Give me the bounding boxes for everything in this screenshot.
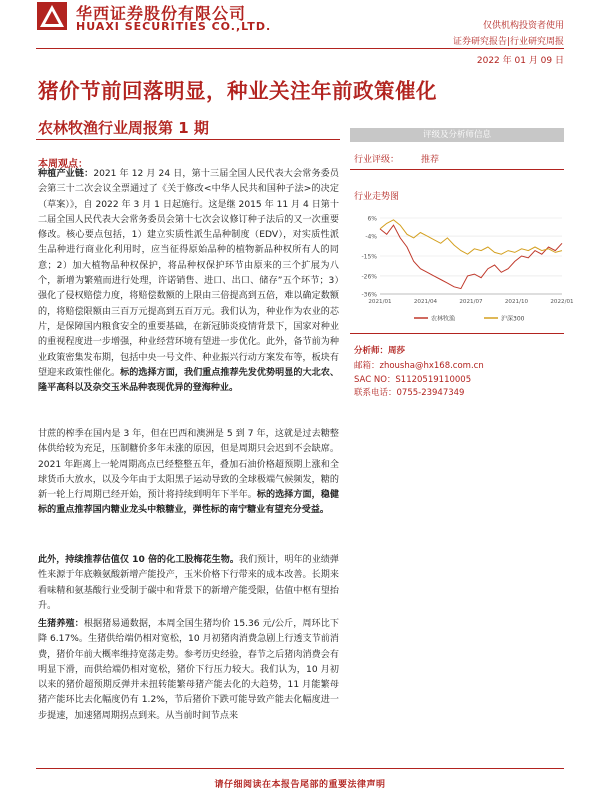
subtitle-divider: [36, 139, 340, 140]
huaxi-logo-icon: [37, 2, 67, 30]
report-title: 猪价节前回落明显，种业关注年前政策催化: [38, 79, 437, 103]
chart-y-tick-label: 6%: [367, 215, 377, 223]
trend-chart-title: 行业走势图: [354, 192, 400, 202]
paragraph-meihua: [38, 553, 339, 614]
sidebar-header: 评级及分析师信息: [350, 128, 564, 142]
industry-trend-chart: [354, 210, 574, 328]
header-divider: [36, 48, 564, 49]
chart-legend-label: 沪深300: [501, 315, 525, 323]
chart-series-line: [380, 220, 562, 254]
audience-note: 仅供机构投资者使用: [482, 21, 564, 31]
chart-y-tick-label: -4%: [365, 233, 377, 241]
analyst-email[interactable]: 邮箱：zhousha@hx168.com.cn: [354, 361, 484, 371]
footer-divider: [36, 768, 564, 769]
paragraph-planting: [38, 167, 339, 396]
legal-notice: 请仔细阅读在本报告尾部的重要法律声明: [214, 780, 386, 790]
section-heading: 本周观点：: [38, 159, 88, 170]
chart-x-tick-label: 2022/01: [550, 299, 574, 305]
report-date: 2022 年 01 月 09 日: [476, 56, 564, 66]
paragraph-highlight: 标的选择方面，我们重点推荐先发优势明显的大北农、隆平高科以及杂交玉米品种表现优异的登海种业。: [38, 367, 339, 394]
paragraph-highlight: 标的选择方面，稳健标的重点推荐国内糖业龙头中粮糖业，弹性标的南宁糖业有望充分受益。: [38, 490, 339, 516]
report-subtitle: 农林牧渔行业周报第 1 期: [38, 119, 209, 137]
rating-value: 推荐: [421, 155, 440, 165]
report-type: 证券研究报告|行业研究周报: [452, 37, 564, 47]
chart-x-tick-label: 2021/01: [368, 299, 392, 305]
chart-legend-label: 农林牧渔: [431, 315, 456, 323]
paragraph-sugar: [38, 427, 339, 519]
sidebar-divider: [350, 169, 564, 170]
industry-rating: [354, 152, 439, 165]
paragraph-text: 甘蔗的榨季在国内是 3 年，但在巴西和澳洲是 5 到 7 年，这就是过去糖整体供给较为充足，压制糖价多年未涨的原因，但是周期只会迟到不会缺席。2021 年距离上一轮周期高点已经整整五年，叠加石油价格超预期上涨和全球货币大放水，以及今年由于太阳黑子运动导致的全球极端气候频发，糖的新一轮上行周期已经开始，预计将持续到明年下半年。: [38, 429, 339, 501]
paragraph-lead: 此外，持续推荐估值仅 10 倍的化工股梅花生物。: [38, 555, 239, 565]
paragraph-hog: [38, 617, 339, 724]
analyst-phone: 联系电话：0755-23947349: [354, 388, 465, 398]
company-name-en: HUAXI SECURITIES CO.,LTD.: [76, 20, 272, 33]
analyst-name: 分析师：周莎: [354, 346, 406, 356]
chart-x-tick-label: 2021/07: [459, 299, 483, 305]
paragraph-text: 我们预计，明年的业绩弹性来源于年底赖氨酸新增产能投产，玉米价格下行带来的成本改善。长期来看味精和氨基酸行业受制于碳中和背景下的新增产能受限，估值中枢有望抬升。: [38, 555, 339, 611]
paragraph-lead: 生猪养殖：: [38, 619, 84, 629]
chart-x-tick-label: 2021/10: [504, 299, 529, 305]
chart-x-tick-label: 2021/04: [413, 299, 438, 305]
rating-label: 行业评级：: [354, 155, 400, 165]
paragraph-text: 2021 年 12 月 24 日，第十三届全国人民代表大会常务委员会第三十二次会议全票通过了《关于修改<中华人民共和国种子法>的决定（草案）》，自 2022 年 3 月 1 日起施行。这是继 2015 年 11 月 4 日第十二届全国人民代表大会常务委员会第十七次会议修订种子法后的又一次重要修改。核心要点包括，1）建立实质性派生品种制度（EDV），对实质性派生品种进行商业化利用时，应当征得原始品种的植物新品种权所有人的同意；2）加大植物品种权保护，将品种权保护环节由原来的三个扩展为八个，新增为繁殖而进行处理，许诺销售、进口、出口、储存”五个环节；3）强化了侵权赔偿力度，将赔偿数额的上限由三倍提高到五倍，难以确定数额的，将赔偿限额由三百万元提高到五百万元。我们认为，种业作为农业的芯片，是保障国内粮食安全的重要基础，在新冠肺炎疫情背景下，国家对种业的重视程度进一步增强，种业经营环境有望进一步优化。此外，备节前为种业政策密集发布期，包括中央一号文件、种业振兴行动方案发布等，板块有望迎来政策性催化。: [38, 169, 339, 378]
paragraph-lead: 种植产业链：: [38, 169, 94, 179]
chart-y-tick-label: -26%: [361, 273, 377, 281]
company-name-cn: 华西证券股份有限公司: [76, 4, 247, 23]
paragraph-text: 根据猪易通数据，本周全国生猪均价 15.36 元/公斤，周环比下降 6.17%。生猪供给端仍相对宽松，10 月初猪肉消费急剧上行透支节前消费，猪价年前大概率维持宽荡走势。参考历史经验，春节之后猪肉消费会有明显下滑，而供给端仍相对宽松，猪价下行压力较大。我们认为，10 月初以来的猪价超预期反弹并未扭转能繁母猪产能去化的大趋势，11 月能繁母猪产能环比去化幅度仍有 1.2%，节后猪价下跌可能导致产能去化幅度进一步提速，加速猪周期拐点到来。从当前时间节点来: [38, 619, 339, 721]
chart-y-tick-label: -36%: [361, 291, 377, 299]
analyst-sac-no: SAC NO：S1120519110005: [354, 375, 472, 385]
sidebar-divider: [350, 333, 564, 334]
chart-y-tick-label: -15%: [361, 253, 377, 261]
